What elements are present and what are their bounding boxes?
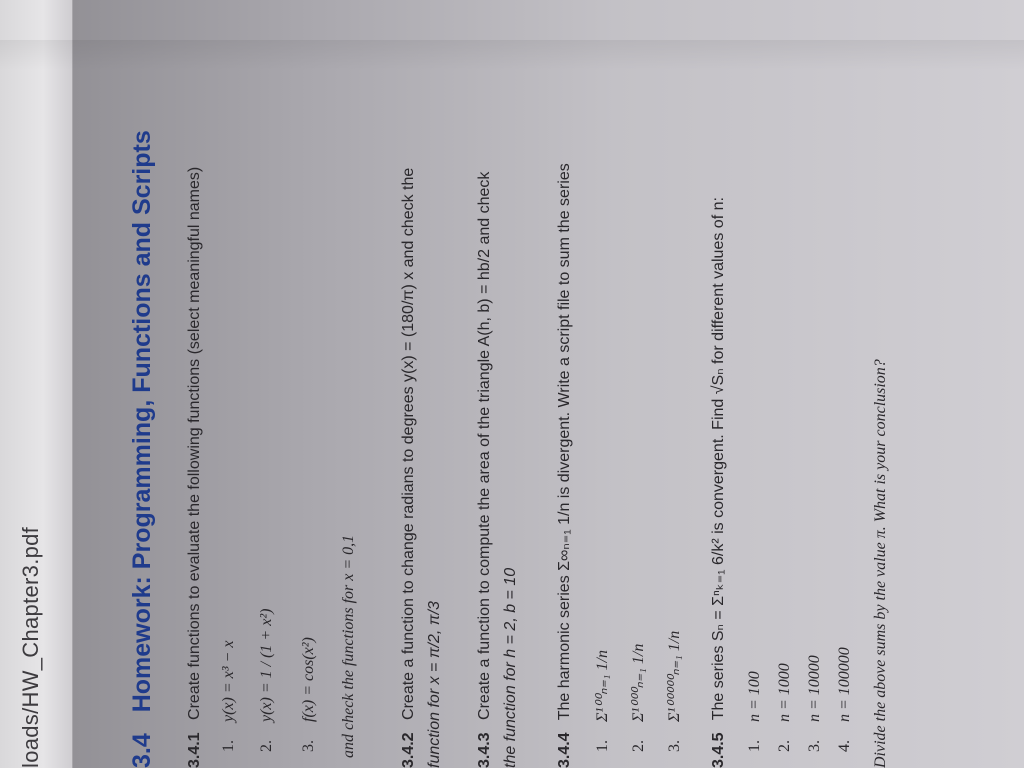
item-expression: Σ¹⁰⁰⁰ₙ₌₁ 1/n — [630, 643, 647, 722]
section-label: 3.4.2 — [400, 732, 417, 768]
list-item — [776, 663, 794, 752]
item-expression: n = 10000 — [806, 655, 823, 722]
item-number: 3. — [806, 740, 823, 752]
item-number: 4. — [836, 740, 853, 752]
item-number: 1. — [594, 740, 611, 752]
section-text: Create functions to evaluate the following functions (select meaningful names) — [186, 166, 203, 720]
pdf-filename: loads/HW_Chapter3.pdf — [18, 526, 43, 768]
item-number: 1. — [746, 740, 763, 752]
section-3-4-3 — [476, 172, 494, 768]
section-3-4-2 — [400, 168, 418, 768]
heading-number: 3.4 — [128, 733, 156, 768]
check-text: and check the functions for x = 0,1 — [340, 534, 357, 758]
list-item — [628, 644, 648, 752]
page-heading — [128, 130, 157, 768]
list-item — [746, 671, 764, 752]
section-3-4-4 — [554, 163, 574, 768]
item-expression: Σ¹⁰⁰ₙ₌₁ 1/n — [594, 650, 611, 722]
item-expression: y(x) = x³ − x — [220, 640, 237, 722]
item-expression: n = 100 — [746, 671, 763, 722]
item-number: 3. — [666, 740, 683, 752]
item-expression: Σ¹⁰⁰⁰⁰⁰ₙ₌₁ 1/n — [666, 630, 683, 722]
list-item — [220, 641, 238, 752]
section-3-4-1 — [186, 167, 204, 768]
item-number: 2. — [258, 740, 275, 752]
section-text: The series Sₙ = Σⁿₖ₌₁ 6/k² is convergent. Find √Sₙ for different values of n: — [710, 197, 727, 721]
list-item — [664, 631, 684, 752]
item-expression: f(x) = cos(x²) — [300, 637, 317, 722]
section-label: 3.4.4 — [556, 732, 573, 768]
heading-title: Homework: Programming, Functions and Scripts — [128, 130, 156, 713]
section-text: Create a function to change radians to degrees y(x) = (180/π) x and check the — [400, 167, 417, 720]
conclusion-text: Divide the above sums by the value π. What is your conclusion? — [872, 359, 889, 768]
page-shadow — [0, 40, 1024, 70]
section-label: 3.4.3 — [476, 732, 493, 768]
section-text-2: function for x = π/2, π/3 — [426, 601, 443, 768]
item-expression: n = 100000 — [836, 647, 853, 722]
list-item — [300, 637, 318, 752]
section-text-2: the function for h = 2, b = 10 — [502, 567, 519, 768]
item-expression: y(x) = 1 / (1 + x²) — [258, 608, 275, 722]
item-expression: n = 1000 — [776, 663, 793, 722]
list-item — [806, 655, 824, 752]
section-text: Create a function to compute the area of the triangle A(h, b) = hb/2 and check — [476, 171, 493, 720]
list-item — [592, 650, 612, 752]
item-number: 1. — [220, 740, 237, 752]
section-text: The harmonic series Σ∞ₙ₌₁ 1/n is divergent. Write a script file to sum the series — [556, 163, 573, 721]
item-number: 2. — [630, 740, 647, 752]
item-number: 2. — [776, 740, 793, 752]
section-3-4-5 — [708, 197, 728, 768]
item-number: 3. — [300, 740, 317, 752]
section-label: 3.4.1 — [186, 732, 203, 768]
section-label: 3.4.5 — [710, 732, 727, 768]
list-item — [258, 609, 276, 752]
list-item — [836, 647, 854, 752]
